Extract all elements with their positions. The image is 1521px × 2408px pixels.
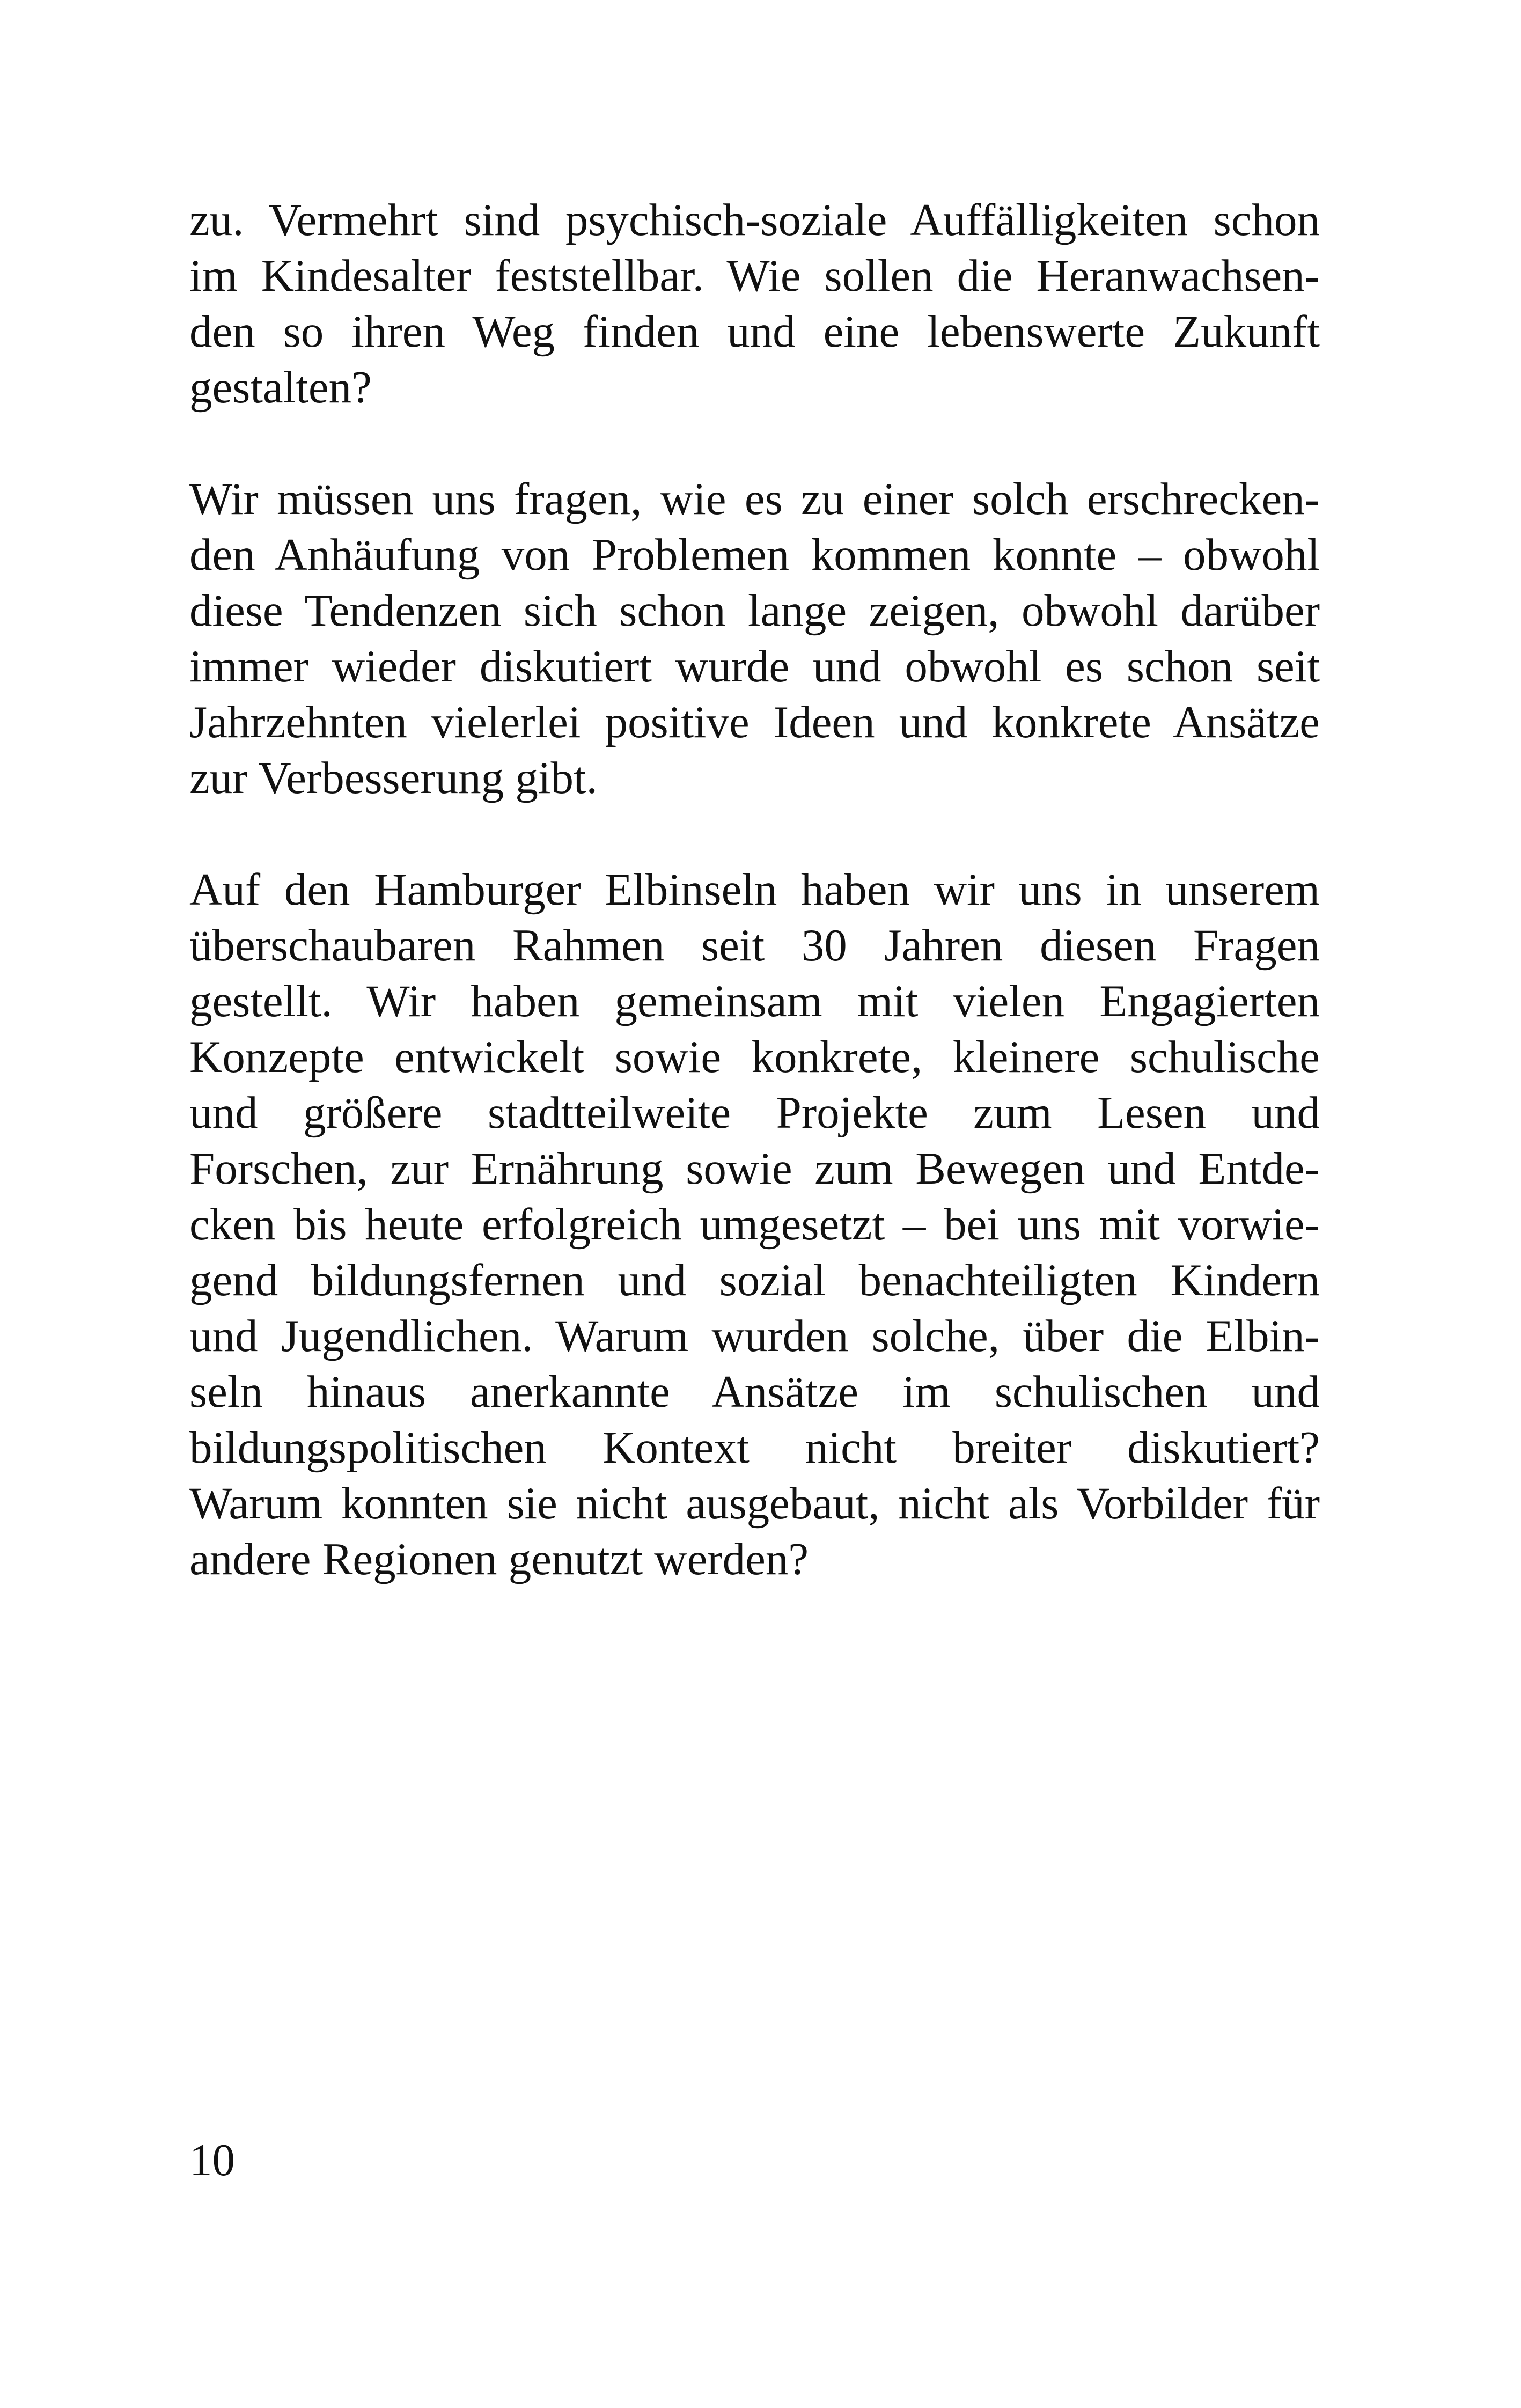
body-text [189, 192, 1320, 1643]
text-line: gestalten? [189, 362, 372, 413]
text-line: überschaubaren Rahmen seit 30 Jahren diesen Fragen [189, 920, 1320, 971]
paragraph [189, 471, 1320, 806]
text-line: cken bis heute erfolgreich umgesetzt – bei uns mit vorwie- [189, 1199, 1320, 1250]
text-line: zur Verbesserung gibt. [189, 753, 598, 803]
text-line: andere Regionen genutzt werden? [189, 1534, 809, 1584]
paragraph [189, 862, 1320, 1587]
text-line: seln hinaus anerkannte Ansätze im schulischen und [189, 1367, 1320, 1417]
text-line: bildungspolitischen Kontext nicht breiter diskutiert? [189, 1422, 1320, 1473]
text-line: zu. Vermehrt sind psychisch-soziale Auffälligkeiten schon [189, 195, 1320, 245]
text-line: immer wieder diskutiert wurde und obwohl es schon seit [189, 641, 1320, 692]
text-line: Wir müssen uns fragen, wie es zu einer solch erschrecken- [189, 474, 1320, 524]
text-line: gestellt. Wir haben gemeinsam mit vielen Engagierten [189, 976, 1320, 1026]
paragraph [189, 192, 1320, 415]
text-line: im Kindesalter feststellbar. Wie sollen die Heranwachsen- [189, 251, 1320, 301]
text-line: diese Tendenzen sich schon lange zeigen, obwohl darüber [189, 585, 1320, 636]
text-line: und Jugendlichen. Warum wurden solche, über die Elbin- [189, 1311, 1320, 1361]
text-line: und größere stadtteilweite Projekte zum Lesen und [189, 1088, 1320, 1138]
text-line: Konzepte entwickelt sowie konkrete, kleinere schulische [189, 1032, 1320, 1082]
page-number: 10 [189, 2135, 235, 2185]
text-line: Warum konnten sie nicht ausgebaut, nicht als Vorbilder für [189, 1478, 1320, 1529]
text-line: Jahrzehnten vielerlei positive Ideen und konkrete Ansätze [189, 697, 1320, 747]
text-line: Forschen, zur Ernährung sowie zum Bewegen und Entde- [189, 1143, 1320, 1194]
text-line: den Anhäufung von Problemen kommen konnte – obwohl [189, 530, 1320, 580]
text-line: Auf den Hamburger Elbinseln haben wir uns in unserem [189, 864, 1320, 915]
text-line: gend bildungsfernen und sozial benachteiligten Kindern [189, 1255, 1320, 1305]
text-line: den so ihren Weg finden und eine lebenswerte Zukunft [189, 306, 1320, 357]
